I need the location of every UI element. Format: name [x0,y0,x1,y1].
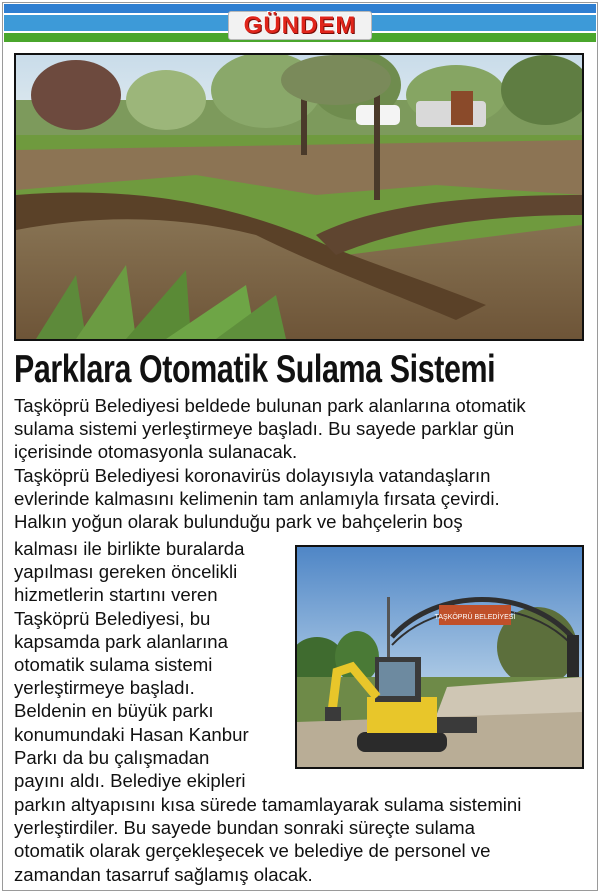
body-line: Taşköprü Belediyesi, bu [14,607,211,629]
article-body-bottom [14,793,594,886]
body-line: zamandan tasarruf sağlamış olacak. [14,863,313,885]
body-line: Parkı da bu çalışmadan [14,746,210,768]
body-line: evlerinde kalmasını kelimenin tam anlamıyla fırsata çevirdi. [14,487,500,509]
article-body-left [14,537,294,792]
arch-sign: TAŞKÖPRÜ BELEDİYESİ [434,614,516,621]
article-headline: Parklara Otomatik Sulama Sistemi [14,348,496,391]
body-line: Halkın yoğun olarak bulunduğu park ve bahçelerin boş [14,511,463,533]
body-line: içerisinde otomasyonla sulanacak. [14,441,298,463]
body-line: otomatik sulama sistemi [14,654,213,676]
body-line: Beldenin en büyük parkı [14,700,214,722]
body-line: hizmetlerin startını veren [14,584,218,606]
body-line: otomatik olarak gerçekleşecek ve belediye de personel ve [14,840,491,862]
park-trench-photo [14,53,584,341]
section-title: GÜNDEM [243,11,357,39]
article-body-top [14,394,594,533]
body-line: kapsamda park alanlarına [14,630,228,652]
body-line: yapılması gereken öncelikli [14,561,238,583]
body-line: yerleştirdiler. Bu sayede bundan sonraki süreçte sulama [14,817,475,839]
body-line: parkın altyapısını kısa sürede tamamlayarak sulama sistemini [14,794,522,815]
body-line: sulama sistemi yerleştirmeye başladı. Bu sayede parklar gün [14,418,515,440]
body-line: kalması ile birlikte buralarda [14,538,245,559]
body-line: Taşköprü Belediyesi koronavirüs dolayısıyla vatandaşların [14,464,491,486]
body-line: konumundaki Hasan Kanbur [14,723,249,745]
body-line: payını aldı. Belediye ekipleri [14,770,246,792]
excavator-photo [295,545,584,769]
body-line: yerleştirmeye başladı. [14,677,195,699]
section-title-badge [228,11,372,40]
body-line: Taşköprü Belediyesi beldede bulunan park alanlarına otomatik [14,395,526,416]
